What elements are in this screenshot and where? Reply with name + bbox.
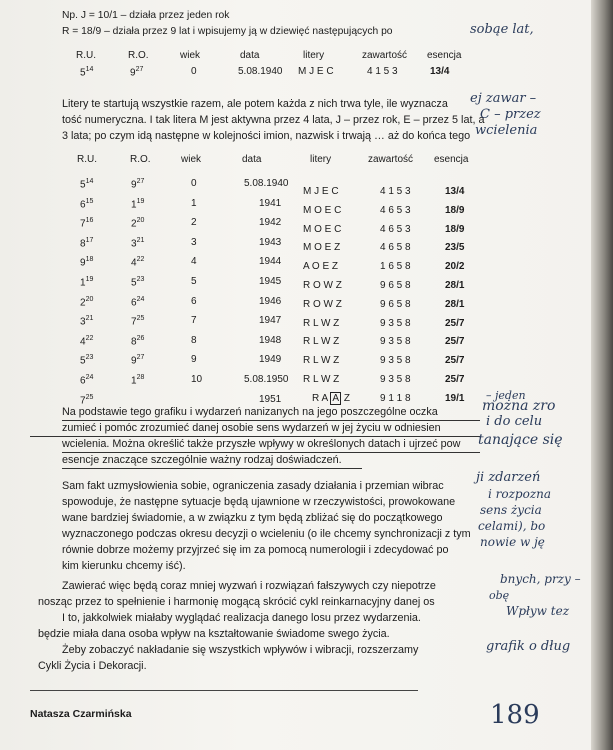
header-esencja: esencja: [434, 154, 469, 165]
zawartosc-cell: 9 6 5 8: [380, 298, 411, 310]
para3-line-1: Sam fakt uzmysłowienia sobie, ograniczenia zasady działania i przemian wibrac: [62, 480, 444, 492]
book-binding: [591, 0, 613, 750]
small-litery: M J E C: [298, 66, 334, 77]
esencja-cell: 28/1: [445, 298, 465, 310]
underline: [30, 436, 480, 437]
small-header-wiek: wiek: [180, 50, 201, 61]
small-wiek: 0: [191, 66, 197, 77]
footer-rule: [30, 690, 418, 691]
ro-cell: $3^{21}$: [131, 236, 145, 250]
ro-cell: $9^{27}$: [131, 178, 145, 191]
small-header-ro: R.O.: [128, 50, 149, 61]
small-header-data: data: [240, 50, 260, 61]
ru-cell: $8^{17}$: [80, 236, 94, 250]
litery-cell: M O E C: [303, 204, 342, 216]
ro-cell: $1^{28}$: [131, 374, 145, 387]
small-header-zawartosc: zawartość: [362, 50, 408, 61]
para3-note-4: celami), bo: [478, 519, 546, 533]
esencja-note: – jeden: [486, 388, 526, 402]
wiek-cell: 0: [191, 178, 197, 189]
para4-line-6: Cykli Życia i Dekoracji.: [38, 660, 147, 672]
ro-cell: $4^{22}$: [131, 256, 145, 269]
para4-note-1: bnych, przy –: [500, 572, 581, 586]
page-number: 189: [490, 700, 540, 730]
para3-line-2: spowoduje, że następne sytuacje będą ujawnione w rzeczywistości, prowokowane: [62, 496, 456, 508]
para2-note-2: i do celu: [486, 414, 543, 429]
para2-note-3: tanające się: [478, 432, 563, 448]
litery-cell: R L W Z: [303, 336, 340, 348]
para3-line-3: wane bardziej świadomie, a w związku z tym będą zbliżać się do początkowego: [62, 512, 443, 524]
underline: [62, 420, 480, 421]
ro-cell: $6^{24}$: [131, 295, 145, 308]
ro-cell: $7^{25}$: [131, 315, 145, 328]
data-cell: 1947: [259, 315, 282, 327]
wiek-cell: 1: [191, 197, 197, 209]
header-zawartosc: zawartość: [368, 154, 414, 165]
para4-note-4: grafik o dług: [486, 639, 571, 654]
wiek-cell: 10: [191, 374, 203, 385]
para3-note-5: nowie w ję: [480, 535, 545, 549]
para2-line-2: zumieć i pomóc zrozumieć danej osobie sens wydarzeń w jej życiu w odniesien: [62, 422, 441, 434]
litery-cell: R O W Z: [303, 280, 342, 291]
ru-cell: $7^{16}$: [80, 217, 94, 230]
zawartosc-cell: 4 6 5 8: [380, 242, 411, 254]
para3-line-4: wyznaczonego podczas okresu decyzji o wcieleniu (o ile chcemy synchronizacji z tym: [62, 528, 471, 540]
zawartosc-cell: 9 3 5 8: [380, 336, 411, 348]
small-header-litery: litery: [303, 50, 325, 61]
wiek-cell: 5: [191, 276, 197, 287]
para4-line-2: nosząc przez to spełnienie i harmonię mogącą skrócić cykl reinkarnacyjny danej os: [38, 596, 435, 608]
author-name: Natasza Czarmińska: [30, 708, 132, 720]
para2-line-4: esencje znaczące szczególnie ważny rodzaj doświadczeń.: [62, 454, 342, 466]
para4-note-2: obę: [489, 589, 510, 602]
para3-note-1: ji zdarzeń: [476, 470, 541, 485]
para2-line-3: wcielenia. Można określić także przyszłe wpływy w określonych datach i ujrzeć pow: [62, 438, 461, 450]
ro-cell: $5^{23}$: [131, 276, 145, 289]
wiek-cell: 3: [191, 236, 197, 248]
data-cell: 5.08.1940: [244, 178, 289, 189]
data-cell: 1945: [259, 276, 282, 287]
handwritten-note: sobąe lat,: [470, 22, 534, 37]
intro-line-1: Np. J = 10/1 – działa przez jeden rok: [62, 10, 230, 21]
ru-cell: $5^{14}$: [80, 178, 94, 191]
ru-cell: $7^{25}$: [80, 393, 94, 406]
ro-cell: $1^{19}$: [131, 197, 145, 210]
paragraph-1: [62, 96, 484, 144]
wiek-cell: 6: [191, 295, 197, 307]
esencja-cell: 25/7: [445, 317, 465, 329]
small-header-ru: R.U.: [76, 50, 96, 61]
litery-cell: R A A Z: [312, 392, 350, 404]
esencja-cell: 25/7: [445, 355, 465, 367]
data-cell: 1949: [259, 354, 282, 366]
esencja-cell: 13/4: [445, 186, 465, 197]
ru-cell: $2^{20}$: [80, 295, 94, 308]
para2-line-1: Na podstawie tego grafiku i wydarzeń nanizanych na jego poszczególne oczka: [62, 406, 438, 418]
zawartosc-cell: 4 1 5 3: [380, 186, 411, 197]
para1-line-3: 3 lata; po czym idą następne w kolejności imion, nazwisk i trwają … aż do końca tego: [62, 130, 471, 142]
litery-cell: R L W Z: [303, 317, 340, 329]
data-cell: 1944: [259, 256, 282, 268]
ro-cell: $9^{27}$: [131, 354, 145, 367]
para4-note-3: Wpływ tez: [506, 604, 570, 618]
data-cell: 1951: [259, 393, 282, 405]
data-cell: 1942: [259, 217, 282, 229]
ru-cell: $1^{19}$: [80, 276, 94, 289]
ro-cell: $8^{26}$: [131, 334, 145, 348]
para4-line-3: I to, jakkolwiek miałaby wyglądać realizacja danego losu przez wydarzenia.: [62, 612, 421, 624]
paragraph-3: [62, 478, 471, 574]
esencja-cell: 18/9: [445, 223, 465, 235]
para3-note-3: sens życia: [480, 503, 542, 517]
para3-line-5: równie dobrze możemy przyjrzeć się im za pomocą numerologii i zdecydować po: [62, 544, 449, 556]
zawartosc-cell: 4 6 5 3: [380, 223, 411, 235]
para3-note-2: i rozpozna: [488, 487, 552, 501]
ru-cell: $3^{21}$: [80, 315, 94, 328]
small-ro: $9^{27}$: [130, 66, 144, 79]
litery-cell: M O E Z: [303, 242, 341, 254]
para1-line-2: tość numeryczna. I tak litera M jest aktywna przez 4 lata, J – przez rok, E – przez 5 lat, a: [62, 114, 485, 126]
litery-cell: A O E Z: [303, 261, 339, 273]
wiek-cell: 8: [191, 334, 197, 346]
para1-note-3: wcielenia: [475, 123, 538, 138]
header-ro: R.O.: [130, 154, 151, 165]
para4-line-4: będzie miała dana osoba wpływ na kształtowanie świadome swego życia.: [38, 628, 390, 640]
small-zawartosc: 4 1 5 3: [367, 66, 398, 77]
header-wiek: wiek: [181, 154, 202, 165]
zawartosc-cell: 9 3 5 8: [380, 374, 411, 385]
ro-cell: $2^{20}$: [131, 217, 145, 230]
zawartosc-cell: 9 6 5 8: [380, 280, 411, 291]
para2-note-1: można zro: [482, 398, 556, 414]
wiek-cell: 4: [191, 256, 197, 268]
esencja-cell: 25/7: [445, 336, 465, 348]
esencja-cell: 25/7: [445, 374, 465, 385]
underline: [62, 452, 480, 453]
esencja-cell: 28/1: [445, 280, 465, 291]
para1-line-1: Litery te startują wszystkie razem, ale potem każda z nich trwa tyle, ile wyznacza: [62, 98, 448, 110]
ru-cell: $4^{22}$: [80, 334, 94, 348]
ru-cell: $6^{24}$: [80, 374, 94, 387]
small-ru: $5^{14}$: [80, 66, 94, 79]
zawartosc-cell: 4 6 5 3: [380, 204, 411, 216]
litery-cell: R L W Z: [303, 374, 340, 385]
para1-note-1: ej zawar –: [470, 91, 537, 106]
zawartosc-cell: 1 6 5 8: [380, 261, 411, 273]
para1-note-2: C – przez: [480, 107, 541, 122]
small-esencja: 13/4: [430, 66, 450, 77]
ru-cell: $5^{23}$: [80, 354, 94, 367]
small-header-esencja: esencja: [427, 50, 462, 61]
para4-line-5: Żeby zobaczyć nakładanie się wszystkich wpływów i wibracji, rozszerzamy: [62, 644, 419, 656]
paragraph-4: [38, 578, 436, 674]
esencja-cell: 18/9: [445, 204, 465, 216]
header-litery: litery: [310, 154, 332, 165]
esencja-cell: 20/2: [445, 261, 465, 273]
litery-cell: M O E C: [303, 223, 342, 235]
esencja-cell: 23/5: [445, 242, 465, 254]
litery-cell: R O W Z: [303, 298, 342, 310]
zawartosc-cell: 9 1 1 8: [380, 392, 411, 404]
underline: [62, 468, 362, 469]
ru-cell: $9^{18}$: [80, 256, 94, 269]
header-ru: R.U.: [77, 154, 97, 165]
ru-cell: $6^{15}$: [80, 197, 94, 210]
data-cell: 1946: [259, 295, 282, 307]
small-data: 5.08.1940: [238, 66, 283, 77]
litery-cell: R L W Z: [303, 355, 340, 367]
data-cell: 1941: [259, 197, 282, 209]
data-cell: 1943: [259, 236, 282, 248]
data-cell: 1948: [259, 334, 282, 346]
para4-line-1: Zawierać więc będą coraz mniej wyzwań i rozwiązań fałszywych czy niepotrze: [62, 580, 436, 592]
wiek-cell: 7: [191, 315, 197, 327]
zawartosc-cell: 9 3 5 8: [380, 317, 411, 329]
intro-line-2: R = 18/9 – działa przez 9 lat i wpisujemy ją w dziewięć następujących po: [62, 26, 393, 37]
esencja-cell: 19/1: [445, 392, 465, 404]
header-data: data: [242, 154, 262, 165]
data-cell: 5.08.1950: [244, 374, 289, 385]
wiek-cell: 2: [191, 217, 197, 229]
zawartosc-cell: 9 3 5 8: [380, 355, 411, 367]
litery-cell: M J E C: [303, 186, 339, 197]
para3-line-6: kim kierunku chcemy iść).: [62, 560, 186, 572]
wiek-cell: 9: [191, 354, 197, 366]
